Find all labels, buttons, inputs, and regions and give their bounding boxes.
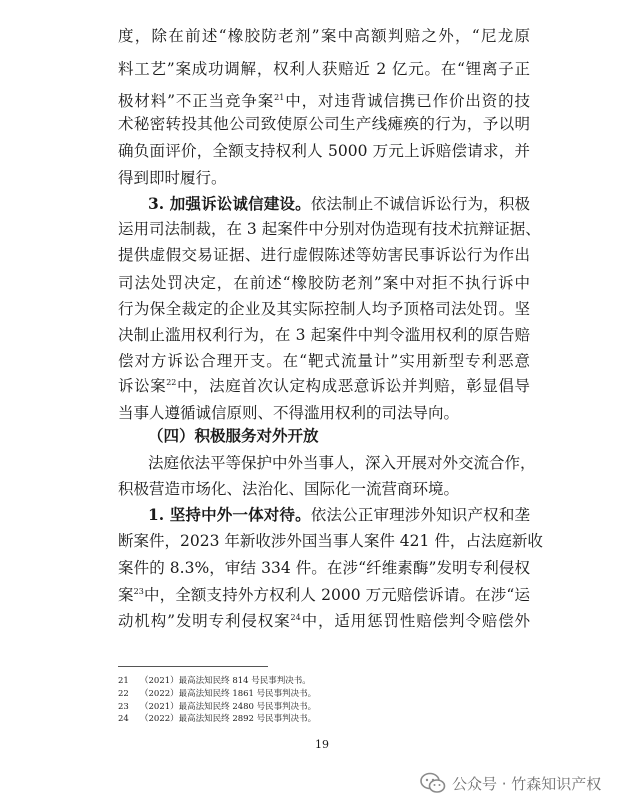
body-line (118, 244, 530, 266)
line-text: 断案件，2023 年新收涉外国当事人案件 421 件，占法庭新收 (118, 532, 543, 550)
line-text: 极材料”不正当竞争案 (118, 92, 275, 110)
body-line (118, 113, 530, 135)
line-text: 当事人遵循诚信原则、不得滥用权利的司法导向。 (118, 404, 460, 422)
line-text: 料工艺”案成功调解，权利人获赔近 2 亿元。在“锂离子正 (118, 60, 530, 78)
line-text: 诉讼案 (118, 377, 167, 395)
body-line (118, 90, 530, 112)
line-text: 司法处罚决定，在前述“橡胶防老剂”案中对拒不执行诉中 (118, 274, 530, 292)
body-line (118, 402, 530, 424)
line-text: 行为保全裁定的企业及其实际控制人均予顶格司法处罚。坚 (118, 300, 530, 318)
footnote (118, 701, 316, 713)
footnote (118, 688, 316, 700)
line-text: 案件的 8.3%，审结 334 件。在涉“纤维素酶”发明专利侵权 (118, 559, 530, 577)
body-line (118, 167, 530, 189)
bold-heading-text: 1. 坚持中外一体对待。 (148, 505, 311, 524)
footnote-ref: 24 (290, 612, 301, 622)
line-text: 决制止滥用权利行为，在 3 起案件中判令滥用权利的原告赔 (118, 326, 530, 344)
line-text: 依法公正审理涉外知识产权和垄 (310, 506, 530, 524)
footnote (118, 675, 311, 687)
footnote-ref: 22 (166, 377, 177, 387)
line-text: 运用司法制裁，在 3 起案件中分别对伪造现有技术抗辩证据、 (118, 220, 541, 238)
footnote-ref: 23 (133, 586, 144, 596)
line-text: 中，对违背诚信携已作价出资的技 (284, 92, 530, 110)
body-line (118, 610, 530, 632)
body-line (118, 530, 543, 552)
footnote-number: 24 (118, 714, 129, 724)
footnote-number: 23 (118, 702, 129, 712)
body-line (118, 584, 530, 606)
line-text: 中，全额支持外方权利人 2000 万元赔偿诉请。在涉“运 (143, 586, 530, 604)
line-text: 确负面评价，全额支持权利人 5000 万元上诉赔偿请求，并 (118, 142, 530, 160)
body-line (118, 218, 541, 240)
line-text: 提供虚假交易证据、进行虚假陈述等妨害民事诉讼行为作出 (118, 246, 530, 264)
watermark (420, 770, 601, 796)
line-text: 术秘密转投其他公司致使原公司生产线瘫痪的行为，予以明 (118, 115, 530, 133)
footnote-text: （2021）最高法知民终 2480 号民事判决书。 (140, 702, 317, 712)
body-line (118, 375, 530, 397)
body-line (118, 557, 530, 579)
footnote-number: 21 (118, 676, 129, 686)
body-line (148, 504, 530, 526)
line-text: 度，除在前述“橡胶防老剂”案中高额判赔之外，“尼龙原 (118, 27, 530, 45)
footnote-separator (118, 666, 268, 667)
line-text: 动机构”发明专利侵权案 (118, 612, 291, 630)
body-line (118, 25, 530, 47)
body-line (118, 140, 530, 162)
body-line (118, 324, 530, 346)
body-line (118, 58, 530, 80)
line-text: 中，适用惩罚性赔偿判令赔偿外 (300, 612, 530, 630)
bold-heading-text: （四）积极服务对外开放 (148, 426, 319, 445)
watermark-text: 公众号 · 竹森知识产权 (452, 774, 602, 793)
line-text: 积极营造市场化、法治化、国际化一流营商环境。 (118, 480, 460, 498)
body-line (148, 425, 530, 447)
line-text: 中，法庭首次认定构成恶意诉讼并判赔，彰显倡导 (176, 377, 530, 395)
footnote-text: （2022）最高法知民终 1861 号民事判决书。 (140, 689, 317, 699)
line-text: 依法制止不诚信诉讼行为，积极 (310, 195, 530, 213)
body-line (148, 452, 536, 474)
footnote-text: （2022）最高法知民终 2892 号民事判决书。 (140, 714, 317, 724)
line-text: 得到即时履行。 (118, 169, 227, 187)
footnote-number: 22 (118, 689, 129, 699)
line-text: 法庭依法平等保护中外当事人，深入开展对外交流合作， (148, 454, 536, 472)
body-line (118, 298, 530, 320)
body-line (118, 478, 530, 500)
footnote (118, 713, 316, 725)
line-text: 偿对方诉讼合理开支。在“靶式流量计”实用新型专利恶意 (118, 352, 530, 370)
line-text: 案 (118, 586, 134, 604)
footnote-text: （2021）最高法知民终 814 号民事判决书。 (140, 676, 311, 686)
bold-heading-text: 3. 加强诉讼诚信建设。 (148, 194, 311, 213)
body-line (118, 350, 530, 372)
footnote-ref: 21 (274, 92, 285, 102)
page-number: 19 (315, 738, 329, 751)
wechat-icon (420, 772, 446, 794)
body-line (148, 193, 530, 215)
body-line (118, 272, 530, 294)
